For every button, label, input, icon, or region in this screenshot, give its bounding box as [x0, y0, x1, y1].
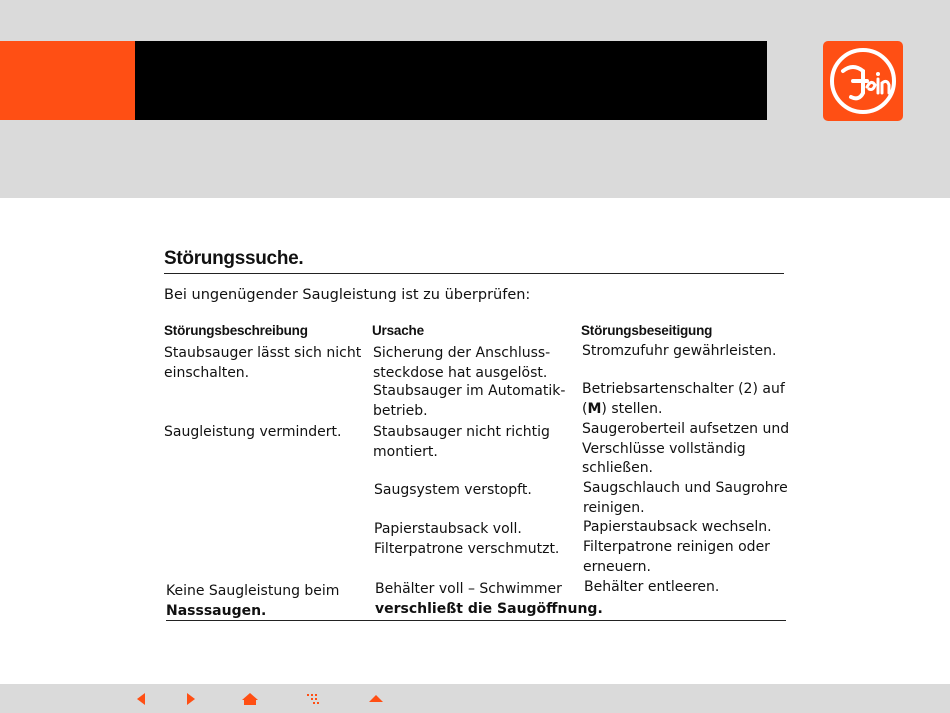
home-icon	[239, 689, 261, 709]
cell-cause-5: Papierstaubsack voll.	[374, 521, 522, 537]
title-divider	[164, 273, 784, 274]
header-title-bar	[135, 41, 767, 120]
cell-remedy-3: Saugeroberteil aufsetzen und Verschlüsse vollständig schließen.	[582, 421, 790, 476]
column-header-cause: Ursache	[372, 323, 424, 338]
cell-cause-3: Staubsauger nicht richtig montiert.	[373, 424, 550, 460]
cell-cause-1: Sicherung der Anschluss- steckdose hat ausgelöst.	[373, 345, 551, 381]
column-header-description: Störungsbeschreibung	[164, 323, 308, 338]
cell-cause-7: Behälter voll – Schwimmer verschließt die Saugöffnung.	[375, 581, 603, 617]
grid-icon	[302, 689, 324, 709]
cell-remedy-1: Stromzufuhr gewährleisten.	[582, 343, 777, 359]
table-bottom-divider	[166, 620, 786, 621]
header-accent-block	[0, 41, 135, 120]
document-title: Störungssuche.	[164, 248, 304, 269]
document-area	[0, 198, 950, 684]
forward-button[interactable]	[180, 689, 202, 709]
cell-cause-4: Saugsystem verstopft.	[374, 482, 532, 498]
cell-description-3: Saugleistung vermindert.	[164, 424, 342, 440]
up-button[interactable]	[365, 689, 387, 709]
cell-remedy-7: Behälter entleeren.	[584, 579, 720, 595]
cell-remedy-4: Saugschlauch und Saugrohre reinigen.	[583, 480, 788, 516]
cell-remedy-6: Filterpatrone reinigen oder erneuern.	[583, 539, 770, 575]
cell-description-7: Keine Saugleistung beim Nasssaugen.	[166, 583, 340, 619]
arrow-right-icon	[180, 689, 202, 709]
navigation-bar	[0, 684, 950, 713]
cell-remedy-2: Betriebsartenschalter (2) auf (M) stellen.	[582, 381, 785, 417]
fein-logo	[823, 41, 903, 121]
arrow-up-icon	[365, 689, 387, 709]
cell-cause-6: Filterpatrone verschmutzt.	[374, 541, 560, 557]
column-header-remedy: Störungsbeseitigung	[581, 323, 713, 338]
mode-key-label: M	[587, 400, 602, 417]
cell-remedy-5: Papierstaubsack wechseln.	[583, 519, 772, 535]
cell-cause-2: Staubsauger im Automatik- betrieb.	[373, 383, 566, 419]
index-button[interactable]	[302, 689, 324, 709]
cell-description-1: Staubsauger lässt sich nicht einschalten.	[164, 345, 362, 381]
arrow-left-icon	[130, 689, 152, 709]
fein-logo-icon	[823, 41, 903, 121]
intro-text: Bei ungenügender Saugleistung ist zu überprüfen:	[164, 287, 531, 303]
back-button[interactable]	[130, 689, 152, 709]
home-button[interactable]	[239, 689, 261, 709]
